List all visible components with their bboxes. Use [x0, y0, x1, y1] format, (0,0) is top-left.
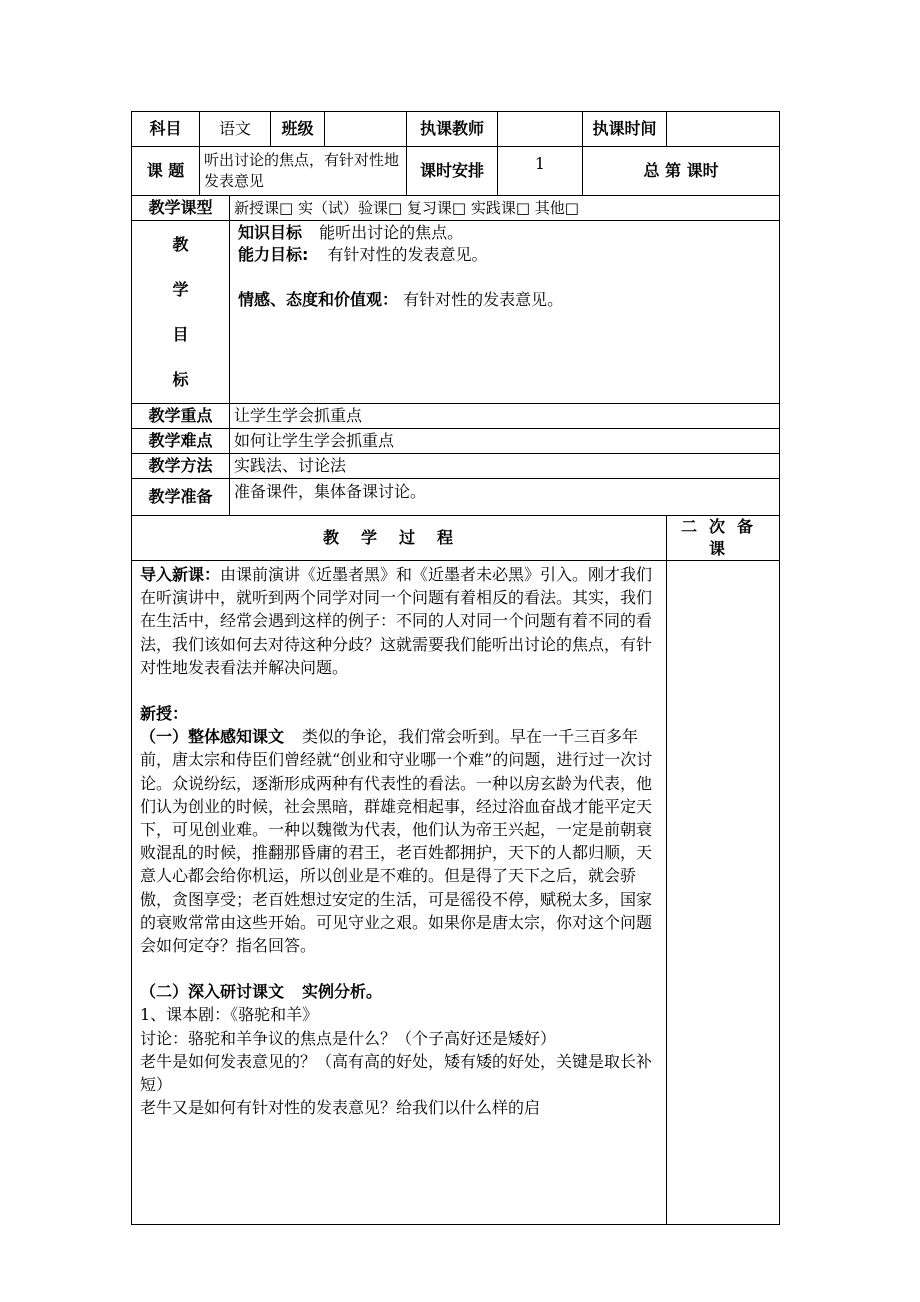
focus-row — [132, 404, 780, 429]
process-body-row — [132, 561, 780, 1225]
time-value — [667, 112, 780, 147]
item-4: 老牛又是如何有针对性的发表意见？给我们以什么样的启 — [140, 1098, 541, 1118]
subject-label: 科目 — [132, 112, 200, 147]
knowledge-key: 知识目标 — [238, 223, 303, 242]
focus-value: 让学生学会抓重点 — [230, 404, 780, 429]
difficulty-label: 教学难点 — [132, 429, 230, 454]
prep-label: 教学准备 — [132, 479, 230, 516]
ability-value: 有针对性的发表意见。 — [327, 245, 488, 264]
teacher-label: 执课教师 — [407, 112, 498, 147]
objectives-char-4: 标 — [172, 370, 189, 389]
second-prep-heading — [667, 516, 780, 561]
second-prep-heading-text: 二次备课 — [681, 517, 766, 558]
header-row — [132, 112, 780, 147]
objectives-char-3: 目 — [172, 325, 189, 344]
method-row — [132, 454, 780, 479]
class-label: 班级 — [271, 112, 325, 147]
topic-value: 听出讨论的焦点，有针对性地发表意见 — [200, 147, 407, 196]
teacher-value — [498, 112, 583, 147]
objectives-char-1: 教 — [172, 235, 189, 254]
objectives-char-2: 学 — [172, 280, 189, 299]
new-lesson-key: 新授： — [140, 704, 189, 724]
objectives-content — [230, 221, 780, 404]
objectives-label — [132, 221, 230, 404]
item-1: 1、课本剧：《骆驼和羊》 — [140, 1005, 319, 1025]
method-label: 教学方法 — [132, 454, 230, 479]
prep-value: 准备课件，集体备课讨论。 — [230, 479, 780, 516]
method-value: 实践法、讨论法 — [230, 454, 780, 479]
second-prep-content — [667, 561, 780, 1225]
class-value — [325, 112, 407, 147]
focus-label: 教学重点 — [132, 404, 230, 429]
type-row — [132, 196, 780, 221]
process-heading — [132, 516, 667, 561]
knowledge-value: 能听出讨论的焦点。 — [319, 223, 464, 242]
prep-row — [132, 479, 780, 516]
item-2: 讨论：骆驼和羊争议的焦点是什么？（个子高好还是矮好） — [140, 1028, 557, 1048]
hours-label: 课时安排 — [407, 147, 498, 196]
subject-value: 语文 — [200, 112, 271, 147]
part2-key: （二）深入研讨课文 — [140, 982, 285, 1002]
process-content — [132, 561, 667, 1225]
hours-value: 1 — [498, 147, 583, 196]
total-hours-label: 总 第 课时 — [583, 147, 780, 196]
part1-key: （一）整体感知课文 — [140, 727, 285, 747]
part1-text: 类似的争论，我们常会听到。早在一千三百多年前，唐太宗和侍臣们曾经就“创业和守业哪一个难”的问题，进行过一次讨论。众说纷纭，逐渐形成两种有代表性的看法。一种以房玄龄为代表，他们认为创业的时候，社会黑暗，群雄竞相起事，经过浴血奋战才能平定天下，可见创业难。一种以魏徵为代表，他们认为帝王兴起，一定是前朝衰败混乱的时候，推翻那昏庸的君王，老百姓都拥护，天下的人都归顺，天意人心都会给你机运，所以创业是不难的。但是得了天下之后，就会骄傲，贪图享受；老百姓想过安定的生活，可是徭役不停，赋税太多，国家的衰败常常由这些开始。可见守业之艰。如果你是唐太宗，你对这个问题会如何定夺？指名回答。 — [140, 727, 653, 956]
part2-sub: 实例分析。 — [302, 982, 383, 1002]
difficulty-row — [132, 429, 780, 454]
intro-key: 导入新课： — [140, 565, 221, 584]
type-label: 教学课型 — [132, 196, 230, 221]
topic-row — [132, 147, 780, 196]
objectives-row — [132, 221, 780, 404]
lesson-plan-table — [131, 111, 780, 1225]
ability-key: 能力目标: — [238, 245, 309, 264]
intro-text: 由课前演讲《近墨者黑》和《近墨者未必黑》引入。刚才我们在听演讲中，就听到两个同学对同一个问题有着相反的看法。其实，我们在生活中，经常会遇到这样的例子：不同的人对同一个问题有着不同的看法，我们该如何去对待这种分歧？这就需要我们能听出讨论的焦点，有针对性地发表看法并解决问题。 — [140, 565, 653, 677]
emotion-value: 有针对性的发表意见。 — [403, 290, 564, 309]
time-label: 执课时间 — [583, 112, 667, 147]
emotion-key: 情感、态度和价值观： — [238, 290, 399, 309]
topic-label: 课 题 — [132, 147, 200, 196]
process-heading-text: 教学过程 — [323, 528, 476, 547]
item-3: 老牛是如何发表意见的？（高有高的好处，矮有矮的好处，关键是取长补短） — [140, 1051, 653, 1095]
difficulty-value: 如何让学生学会抓重点 — [230, 429, 780, 454]
type-options: 新授课□ 实（试）验课□ 复习课□ 实践课□ 其他□ — [230, 196, 780, 221]
process-header-row — [132, 516, 780, 561]
